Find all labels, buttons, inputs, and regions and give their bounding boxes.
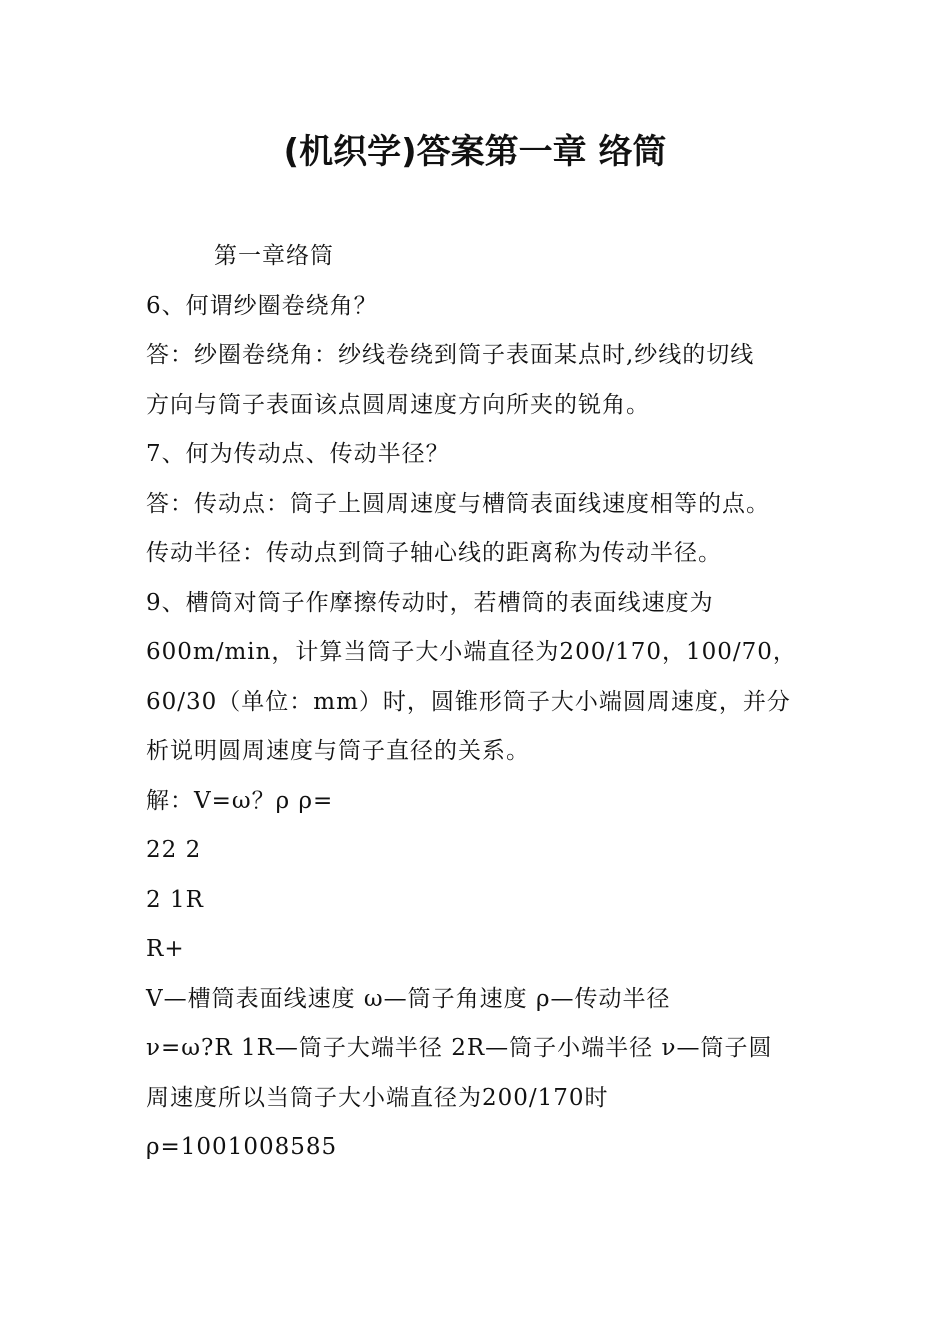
question-6: 6、何谓纱圈卷绕角？: [146, 292, 378, 319]
answer-7-line-1: 答：传动点：筒子上圆周速度与槽筒表面线速度相等的点。: [146, 490, 770, 517]
solution-line-5: V—槽筒表面线速度 ω—筒子角速度 ρ—传动半径: [146, 985, 671, 1012]
question-9-line-1: 9、槽筒对筒子作摩擦传动时，若槽筒的表面线速度为: [146, 589, 714, 616]
solution-line-8: ρ=1001008585: [146, 1134, 338, 1160]
solution-line-3: 2 1R: [146, 886, 204, 913]
question-9-line-3: 60/30（单位：mm）时，圆锥形筒子大小端圆周速度，并分: [146, 688, 791, 715]
answer-7-line-2: 传动半径：传动点到筒子轴心线的距离称为传动半径。: [146, 540, 722, 566]
document-title: (机织学)答案第一章 络筒: [283, 132, 667, 172]
question-9-line-4: 析说明圆周速度与筒子直径的关系。: [146, 738, 530, 764]
answer-6-line-2: 方向与筒子表面该点圆周速度方向所夹的锐角。: [146, 391, 650, 418]
solution-line-7: 周速度所以当筒子大小端直径为200/170时: [146, 1084, 609, 1111]
answer-6-line-1: 答：纱圈卷绕角：纱线卷绕到筒子表面某点时,纱线的切线: [146, 342, 755, 368]
solution-line-6: ν=ω?R 1R—筒子大端半径 2R—筒子小端半径 ν—筒子圆: [146, 1035, 773, 1061]
document-body: [146, 232, 814, 1173]
solution-line-1: 解：V=ω？ρ ρ=: [146, 787, 334, 814]
solution-line-2: 22 2: [146, 837, 202, 863]
solution-line-4: R+: [146, 936, 185, 962]
question-7: 7、何为传动点、传动半径？: [146, 441, 450, 467]
question-9-line-2: 600m/min，计算当筒子大小端直径为200/170，100/70，: [146, 639, 797, 665]
chapter-heading: 第一章络筒: [214, 243, 334, 269]
